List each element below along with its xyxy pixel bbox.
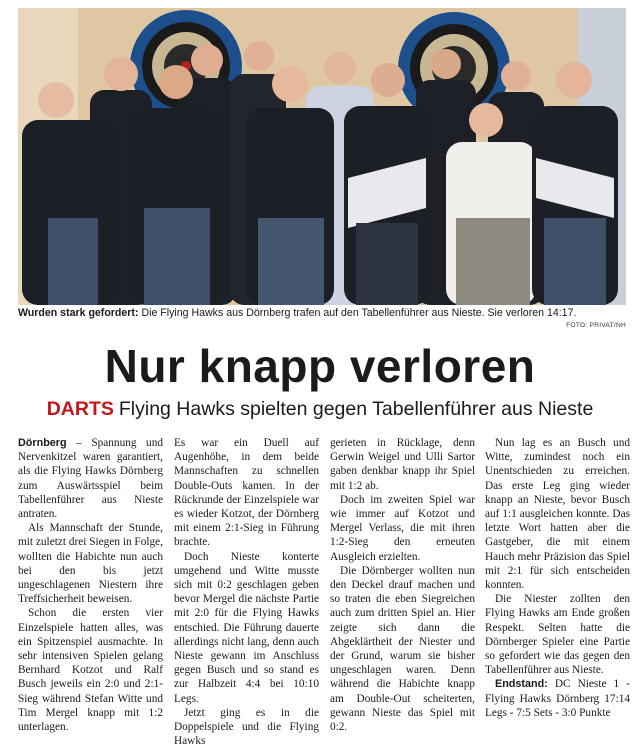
dateline: Dörnberg xyxy=(18,437,67,449)
photo-caption xyxy=(18,306,626,320)
paragraph: Dörnberg – Spannung und Nervenkitzel waren garantiert, als die Flying Hawks Dörnberg zum Auswärtsspiel beim Tabellenführer aus Nieste antraten. xyxy=(18,437,163,521)
article-column-2 xyxy=(174,436,319,748)
article-column-3 xyxy=(330,436,475,734)
paragraph: Die Dörnberger wollten nun den Deckel drauf machen und so traten die eben Siegreichen auch zum dritten Spiel an. Hier zeigte sich dann die Abgeklärtheit der Niester und der Grund, warum sie bisher ungeschlagen waren. Denn während die Habichte knapp am Double-Out scheiterten, gewann Nieste das Spiel mit 0:2. xyxy=(330,564,475,734)
article-body xyxy=(18,436,630,748)
final-score xyxy=(485,677,630,720)
final-score-label: Endstand: xyxy=(495,678,548,691)
caption-lead: Wurden stark gefordert: xyxy=(18,307,139,319)
subheadline-text: Flying Hawks spielten gegen Tabellenführer aus Nieste xyxy=(118,398,594,420)
paragraph: Schon die ersten vier Einzelspiele hatten alles, was ein Spitzenspiel ausmachte. In sehr intensiven Spielen gelang Bernhard Kotzot und Ralf Busch jeweils ein 2:0 und 2:1-Sieg während Stefan Witte und Tim Mergel knapp mit 1:2 unterlagen. xyxy=(18,607,163,734)
article-subheadline xyxy=(0,396,640,422)
paragraph: Nun lag es an Busch und Witte, zumindest noch ein Unentschieden zu erreichen. Das erste Leg ging wieder knapp an Nieste, bevor Busch auf 1:1 ausgleichen konnte. Das letzte Wort hatten aber die Gastgeber, die mit einem Hauch mehr Präzision das Spiel mit 2:1 für sich entscheiden konnten. xyxy=(485,437,630,592)
final-score-text: DC Nieste 1 - Flying Hawks Dörnberg 17:14 Legs - 7:5 Sets - 3:0 Punkte xyxy=(485,678,630,719)
paragraph: Als Mannschaft der Stunde, mit zuletzt drei Siegen in Folge, wollten die Habichte nun auch bei den bis jetzt ungeschlagenen Niestern ihre Treffsicherheit beweisen. xyxy=(18,522,163,606)
section-kicker: DARTS xyxy=(46,398,114,420)
article-column-4 xyxy=(485,436,630,720)
paragraph: Es war ein Duell auf Augenhöhe, in dem beide Mannschaften zu schnellen Double-Outs kamen. In der Rückrunde der Einzelspiele war es wieder Kotzot, der Dörnberg mit einem 2:1-Sieg in Führung brachte. xyxy=(174,437,319,549)
paragraph: Jetzt ging es in die Doppelspiele und die Flying Hawks xyxy=(174,706,319,748)
photo-credit: FOTO: PRIVAT/NH xyxy=(566,322,626,329)
caption-text: Die Flying Hawks aus Dörnberg trafen auf den Tabellenführer aus Nieste. Sie verloren 14:17. xyxy=(141,307,577,319)
article-headline: Nur knapp verloren xyxy=(104,340,536,392)
paragraph: gerieten in Rücklage, denn Gerwin Weigel und Ulli Sartor gaben denkbar knapp ihr Spiel mit 1:2 ab. xyxy=(330,437,475,492)
article-column-1 xyxy=(18,436,163,734)
paragraph: Die Niester zollten den Flying Hawks am Ende großen Respekt. Selten hatte die Dörnberger Spieler eine Partie so gefordert wie das gegen den Tabellenführer aus Nieste. xyxy=(485,593,630,677)
paragraph: Doch im zweiten Spiel war wie immer auf Kotzot und Mergel Verlass, die mit ihren 1:2-Sieg den erneuten Ausgleich erzielten. xyxy=(330,493,475,563)
paragraph: Doch Nieste konterte umgehend und Witte musste sich mit 0:2 geschlagen geben bevor Mergel die nächste Partie mit 2:0 für die Flying Hawks entschied. Die Führung dauerte allerdings nicht lang, denn auch Nieste gewann im Anschluss gegen Busch und so stand es zur Halbzeit 4:4 bei 10:10 Legs. xyxy=(174,550,319,705)
team-photo xyxy=(18,8,626,305)
team-photo-illustration xyxy=(18,8,626,305)
